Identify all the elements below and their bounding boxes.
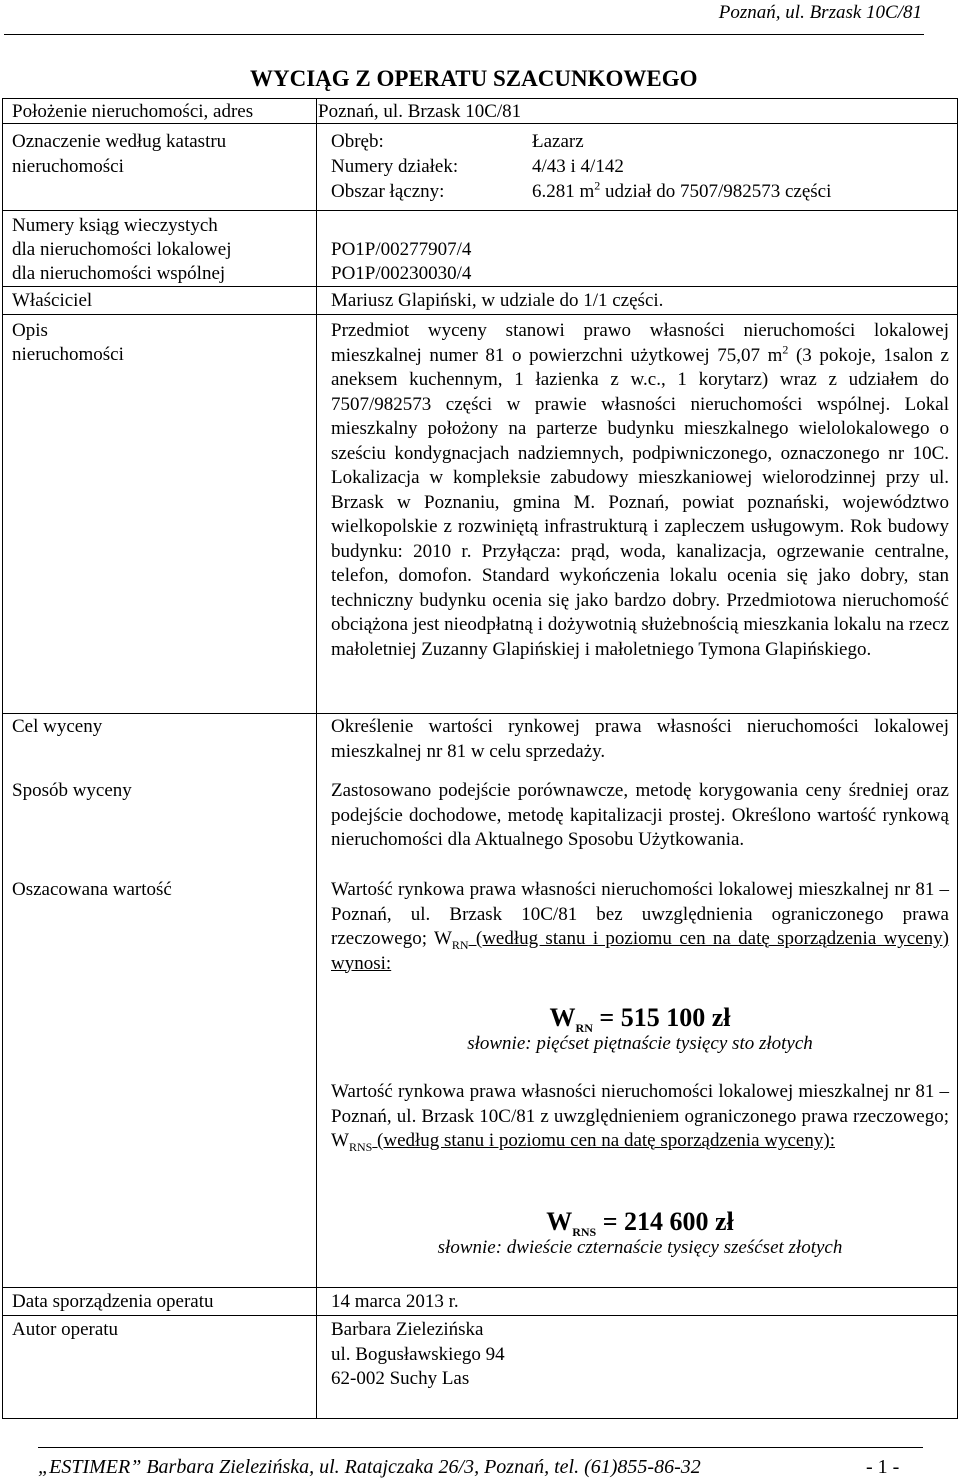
header-divider — [4, 34, 924, 35]
label-cel: Cel wyceny — [12, 716, 103, 737]
value-opis: Przedmiot wyceny stanowi prawo własności nieruchomości lokalowej mieszkalnej numer 81 o powierzchni użytkowej 75,07 $m^2$ (3 pokoje, 1salon z aneksem kuchennym, 1 łazienka z w.c., 1 korytarz) wraz z udziałem do 7507/982573 części w prawie własności nieruchomości wspólnej. Lokal mieszkalny położony na parterze budynku mieszkalnego wielolokalowego o sześciu kondygnacjach nadziemnych, podpiwniczonego, oznaczonego nr 10C. Lokalizacja w kompleksie zabudowy mieszkaniowej wielorodzinnej przy ul. Brzask w Poznaniu, gmina M. Poznań, powiat poznański, województwo wielkopolskie z rozwiniętą infrastrukturą i zapleczem usługowym. Rok budowy budynku: 2010 r. Przyłącza: prąd, woda, kanalizacja, ogrzewanie centralne, telefon, domofon. Standard wykończenia lokalu ocenia się jako dobry, stan techniczny budynku ocenia się jako bardzo dobry. Przedmiotowa nieruchomość obciążona jest nieodpłatną i dożywotnią służebnością mieszkania lokalu na rzecz małoletniej Zuzanny Glapińskiej i małoletniego Tymona Glapińskiego. — [331, 320, 949, 660]
label-obreb: Obręb: — [331, 131, 384, 152]
row-divider — [2, 713, 958, 714]
label-data: Data sporządzenia operatu — [12, 1291, 214, 1312]
label-adres: Położenie nieruchomości, adres — [12, 101, 254, 122]
label-ksiegi-1: Numery ksiąg wieczystych — [12, 215, 218, 236]
value-wrn: $W_{RN} = 515$ 100 zł — [549, 1003, 731, 1036]
value-wartosc-p1: Wartość rynkowa prawa własności nieruchomości lokalowej mieszkalnej nr 81 – Poznań, ul. Brzask 10C/81 bez uwzględnienia ograniczonego prawa rzeczowego; $W_{RN}$ (według stanu i poziomu cen na datę sporządzenia wyceny) wynosi: — [331, 879, 949, 974]
label-autor: Autor operatu — [12, 1319, 119, 1340]
label-obszar: Obszar łączny: — [331, 181, 445, 202]
row-divider — [2, 314, 958, 315]
column-divider — [316, 98, 317, 1419]
value-kw-lokalowej: PO1P/00277907/4 — [331, 239, 472, 260]
row-divider — [2, 1315, 958, 1316]
value-autor-street: ul. Bogusławskiego 94 — [331, 1344, 505, 1365]
row-divider — [2, 210, 958, 211]
value-kw-wspolnej: PO1P/00230030/4 — [331, 263, 472, 284]
label-wartosc: Oszacowana wartość — [12, 879, 172, 900]
document-title: WYCIĄG Z OPERATU SZACUNKOWEGO — [250, 66, 698, 91]
label-ksiegi-3: dla nieruchomości wspólnej — [12, 263, 226, 284]
value-wartosc-p2: Wartość rynkowa prawa własności nieruchomości lokalowej mieszkalnej nr 81 – Poznań, ul. Brzask 10C/81 z uwzględnieniem ograniczonego prawa rzeczowego; $W_{RNS}$ (według stanu i poziomu cen na datę sporządzenia wyceny): — [331, 1081, 949, 1154]
value-adres: Poznań, ul. Brzask 10C/81 — [318, 101, 522, 122]
value-autor-city: 62-002 Suchy Las — [331, 1368, 470, 1389]
footer-text: „ESTIMER” Barbara Zielezińska, ul. Ratajczaka 26/3, Poznań, tel. (61)855-86-32 — [38, 1456, 701, 1478]
value-cel: Określenie wartości rynkowej prawa własności nieruchomości lokalowej mieszkalnej nr 81 w celu sprzedaży. — [331, 716, 949, 762]
value-wrns-slownie: słownie: dwieście czternaście tysięcy sześćset złotych — [437, 1237, 843, 1258]
page-number: - 1 - — [866, 1456, 900, 1478]
label-dzialki: Numery działek: — [331, 156, 459, 177]
label-kataster-2: nieruchomości — [12, 156, 124, 177]
value-autor-name: Barbara Zielezińska — [331, 1319, 484, 1340]
label-kataster-1: Oznaczenie według katastru — [12, 131, 227, 152]
value-wrn-slownie: słownie: pięćset piętnaście tysięcy sto złotych — [467, 1033, 813, 1054]
row-divider — [2, 1287, 958, 1288]
label-opis-1: Opis — [12, 320, 48, 341]
value-data: 14 marca 2013 r. — [331, 1291, 459, 1312]
value-dzialki: 4/43 i 4/142 — [532, 156, 624, 177]
label-wlasciciel: Właściciel — [12, 290, 93, 311]
footer-divider — [38, 1447, 923, 1448]
value-wrns: $W_{RNS} = 214$ 600 zł — [546, 1207, 734, 1240]
header-location: Poznań, ul. Brzask 10C/81 — [718, 2, 922, 23]
value-sposob: Zastosowano podejście porównawcze, metodę korygowania ceny średniej oraz podejście dochodowe, metodę kapitalizacji prostej. Określono wartość rynkową nieruchomości dla Aktualnego Sposobu Użytkowania. — [331, 780, 949, 850]
value-obszar: 6.281 $m^2$ udział do 7507/982573 części — [532, 178, 832, 202]
label-sposob: Sposób wyceny — [12, 780, 132, 801]
label-opis-2: nieruchomości — [12, 344, 124, 365]
value-obreb: Łazarz — [532, 131, 584, 152]
value-wlasciciel: Mariusz Glapiński, w udziale do 1/1 części. — [331, 290, 664, 311]
label-ksiegi-2: dla nieruchomości lokalowej — [12, 239, 232, 260]
